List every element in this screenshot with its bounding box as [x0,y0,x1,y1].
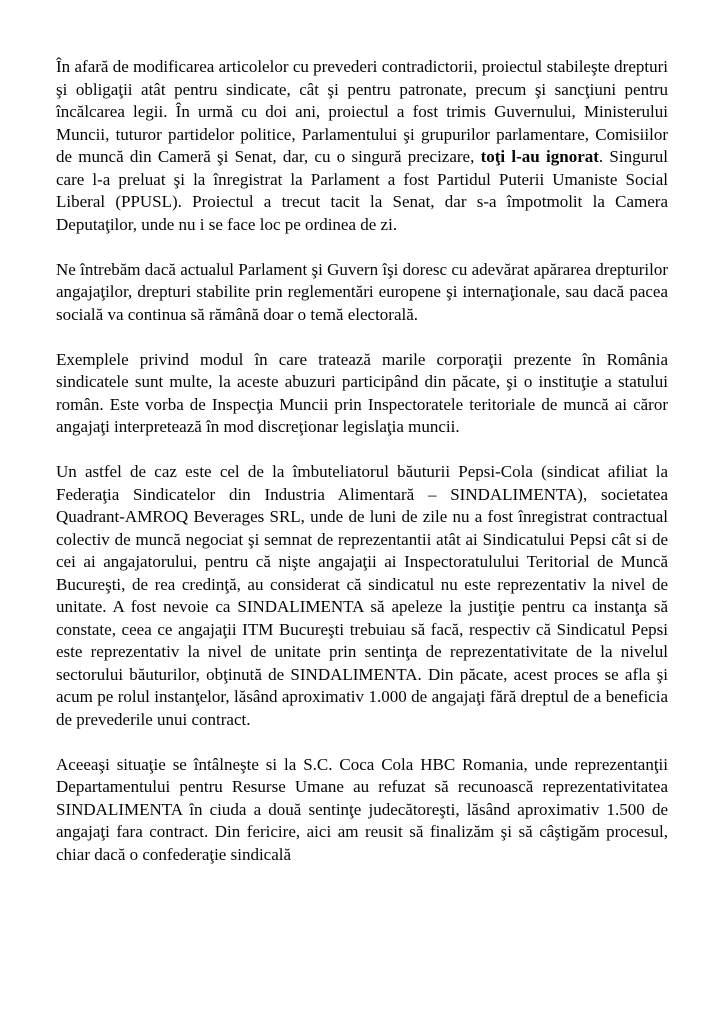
paragraph-3-text: Exemplele privind modul în care tratează marile corporaţii prezente în România sindicatele sunt multe, la aceste abuzuri participând din păcate, şi o instituţie a statului român. Este vorba de Inspecţia Muncii prin Inspectoratele teritoriale de muncă ai căror angajaţi interpretează în mod discreţionar legislaţia muncii. [56,349,668,436]
bold-phrase: toţi l-au ignorat [480,147,599,166]
paragraph-1 [56,56,668,236]
paragraph-1-text-before: În afară de modificarea articolelor cu prevederi contradictorii, proiectul stabileşte drepturi şi obligaţii atât pentru sindicate, cât şi pentru patronate, precum şi sancţiuni pentru încălcarea legii. În urmă cu doi ani, proiectul a fost trimis Guvernului, Ministerului Muncii, tuturor partidelor politice, Parlamentului şi grupurilor parlamentare, Comisiilor de muncă din Cameră şi Senat, dar, cu o singură precizare, [56,57,668,166]
paragraph-5-text: Aceeaşi situaţie se întâlneşte si la S.C. Coca Cola HBC Romania, unde reprezentanţii Departamentului pentru Resurse Umane au refuzat să recunoască reprezentativitatea SINDALIMENTA în ciuda a două sentinţe judecătoreşti, lăsând aproximativ 1.500 de angajaţi fara contract. Din fericire, aici am reusit să finalizăm şi să câştigăm procesul, chiar dacă o confederaţie sindicală [56,754,668,864]
paragraph-2-text: Ne întrebăm dacă actualul Parlament şi Guvern îşi doresc cu adevărat apărarea drepturilor angajaţilor, drepturi stabilite prin reglementări europene şi internaţionale, sau dacă pacea socială va continua să rămână doar o temă electorală. [56,259,668,324]
paragraph-1-text-after: . Singurul care l-a preluat şi la înregistrat la Parlament a fost Partidul Puterii Umaniste Social Liberal (PPUSL). Proiectul a trecut tacit la Senat, dar s-a împotmolit la Camera Deputaţilor, unde nu i se face loc pe ordinea de zi. [56,147,668,234]
document-page [56,56,668,866]
paragraph-4-text: Un astfel de caz este cel de la îmbuteliatorul băuturii Pepsi-Cola (sindicat afiliat la Federaţia Sindicatelor din Industria Alimentară – SINDALIMENTA), societatea Quadrant-AMROQ Beverages SRL, unde de luni de zile nu a fost înregistrat contractual colectiv de muncă negociat şi semnat de reprezentantii atât ai Sindicatului Pepsi cât si de cei ai angajatorului, pentru că nişte angajaţii ai Inspectoratulului Teritorial de Muncă Bucureşti, de rea credinţă, au considerat că sindicatul nu este reprezentativ la nivel de unitate. A fost nevoie ca SINDALIMENTA să apeleze la justiţie pentru ca instanţa să constate, ceea ce angajaţii ITM Bucureşti trebuiau să facă, respectiv că Sindicatul Pepsi este reprezentativ la nivel de unitate prin sentinţa de reprezentativitate de la nivelul sectorului băuturilor, obţinută de SINDALIMENTA. Din păcate, acest proces se afla şi acum pe rolul instanţelor, lăsând aproximativ 1.000 de angajaţi fără dreptul de a beneficia de prevederile unui contract. [56,462,668,729]
paragraph-3 [56,349,668,439]
paragraph-5 [56,754,668,867]
paragraph-4 [56,461,668,731]
paragraph-2 [56,259,668,327]
